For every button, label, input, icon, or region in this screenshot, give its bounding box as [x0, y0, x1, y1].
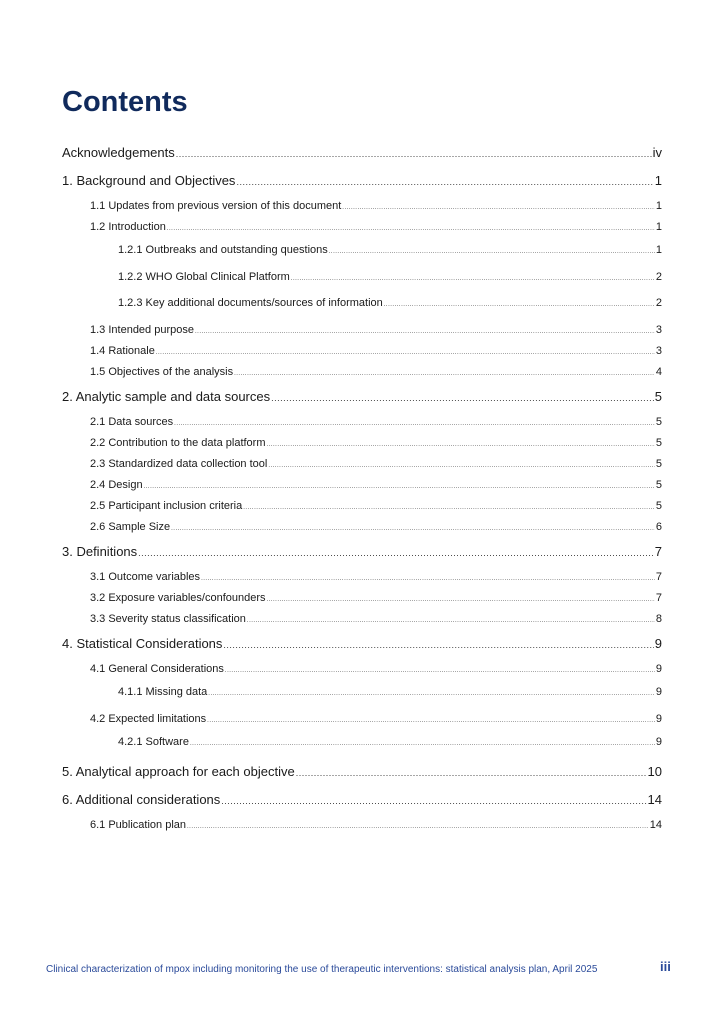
toc-page-number: 7 — [655, 571, 662, 583]
toc-entry-1-2-1[interactable] — [118, 245, 662, 256]
toc-entry-6-1[interactable] — [90, 820, 662, 831]
toc-entry-1-4[interactable] — [90, 346, 662, 357]
toc-leader — [267, 442, 655, 448]
toc-entry-2-3[interactable] — [90, 459, 662, 470]
toc-leader — [342, 205, 655, 211]
toc-leader — [144, 484, 655, 490]
toc-page-number: 1 — [655, 221, 662, 233]
toc-page-number: 1 — [654, 173, 662, 188]
toc-leader — [243, 505, 655, 511]
toc-label: 4.1 General Considerations — [90, 663, 224, 675]
toc-page-number: 5 — [655, 437, 662, 449]
toc-label: 1.2 Introduction — [90, 221, 166, 233]
toc-entry-2-2[interactable] — [90, 438, 662, 449]
toc-leader — [190, 741, 655, 747]
toc-entry-3-2[interactable] — [90, 593, 662, 604]
toc-leader — [329, 249, 655, 255]
toc-leader — [384, 302, 655, 308]
toc-label: 3.2 Exposure variables/confounders — [90, 592, 266, 604]
toc-page-number: 9 — [655, 663, 662, 675]
toc-label: 6. Additional considerations — [62, 792, 221, 807]
toc-label: 2.1 Data sources — [90, 416, 174, 428]
toc-label: 1.2.1 Outbreaks and outstanding questions — [118, 244, 328, 256]
toc-entry-4-2[interactable] — [90, 714, 662, 725]
toc-label: 3.1 Outcome variables — [90, 571, 201, 583]
toc-entry-1-3[interactable] — [90, 325, 662, 336]
toc-label: 4. Statistical Considerations — [62, 636, 223, 651]
toc-page-number: 9 — [655, 736, 662, 748]
toc-entry-1[interactable] — [62, 174, 662, 187]
toc-label: 2.3 Standardized data collection tool — [90, 458, 268, 470]
toc-label: 2.2 Contribution to the data platform — [90, 437, 266, 449]
toc-entry-1-2[interactable] — [90, 222, 662, 233]
toc-entry-4-1[interactable] — [90, 664, 662, 675]
toc-leader — [171, 526, 655, 532]
toc-entry-4-2-1[interactable] — [118, 737, 662, 748]
toc-leader — [201, 576, 655, 582]
toc-leader — [236, 178, 653, 187]
toc-label: 3. Definitions — [62, 544, 138, 559]
toc-entry-1-2-3[interactable] — [118, 298, 662, 309]
toc-leader — [221, 797, 646, 806]
toc-page-number: 5 — [655, 458, 662, 470]
toc-page-number: 4 — [655, 366, 662, 378]
toc-entry-2-1[interactable] — [90, 417, 662, 428]
toc-page-number: 9 — [655, 713, 662, 725]
toc-page-number: 3 — [655, 345, 662, 357]
toc-page-number: 5 — [655, 479, 662, 491]
toc-leader — [156, 350, 655, 356]
toc-label: 2.4 Design — [90, 479, 143, 491]
toc-page-number: 5 — [655, 416, 662, 428]
toc-label: 1.4 Rationale — [90, 345, 155, 357]
toc-leader — [296, 769, 647, 778]
toc-page-number: 6 — [655, 521, 662, 533]
toc-page-number: 3 — [655, 324, 662, 336]
toc-entry-5[interactable] — [62, 765, 662, 778]
toc-page-number: 14 — [649, 819, 662, 831]
toc-page-number: 9 — [655, 686, 662, 698]
toc-leader — [267, 597, 655, 603]
toc-label: 2.6 Sample Size — [90, 521, 171, 533]
page-title: Contents — [62, 86, 188, 118]
toc-leader — [167, 226, 655, 232]
toc-leader — [187, 824, 649, 830]
toc-page-number: 5 — [655, 500, 662, 512]
toc-leader — [138, 549, 654, 558]
toc-label: 6.1 Publication plan — [90, 819, 187, 831]
toc-page-number: 1 — [655, 244, 662, 256]
toc-label: 1.3 Intended purpose — [90, 324, 194, 336]
toc-entry-6[interactable] — [62, 793, 662, 806]
toc-entry-4[interactable] — [62, 637, 662, 650]
toc-page-number: 10 — [647, 764, 662, 779]
toc-leader — [225, 668, 655, 674]
toc-leader — [268, 463, 655, 469]
toc-label: 3.3 Severity status classification — [90, 613, 246, 625]
toc-leader — [223, 641, 653, 650]
toc-entry-2-5[interactable] — [90, 501, 662, 512]
footer-page-number: iii — [660, 959, 671, 974]
toc-leader — [174, 421, 655, 427]
toc-label: 1. Background and Objectives — [62, 173, 236, 188]
toc-leader — [208, 691, 655, 697]
toc-page-number: 1 — [655, 200, 662, 212]
toc-page-number: 14 — [647, 792, 662, 807]
toc-leader — [234, 371, 655, 377]
toc-entry-2[interactable] — [62, 390, 662, 403]
toc-label: 1.5 Objectives of the analysis — [90, 366, 234, 378]
toc-entry-3-1[interactable] — [90, 572, 662, 583]
toc-page-number: 5 — [654, 389, 662, 404]
toc-label: 4.2.1 Software — [118, 736, 189, 748]
toc-entry-1-5[interactable] — [90, 367, 662, 378]
toc-entry-4-1-1[interactable] — [118, 687, 662, 698]
toc-label: 4.2 Expected limitations — [90, 713, 207, 725]
toc-entry-3-3[interactable] — [90, 614, 662, 625]
toc-leader — [176, 150, 652, 159]
toc-label: Acknowledgements — [62, 145, 175, 160]
toc-leader — [207, 718, 655, 724]
toc-label: 2.5 Participant inclusion criteria — [90, 500, 243, 512]
toc-page-number: 8 — [655, 613, 662, 625]
toc-label: 1.2.3 Key additional documents/sources of information — [118, 297, 383, 309]
toc-label: 2. Analytic sample and data sources — [62, 389, 271, 404]
toc-label: 1.1 Updates from previous version of this document — [90, 200, 342, 212]
toc-page-number: 2 — [655, 297, 662, 309]
toc-label: 5. Analytical approach for each objective — [62, 764, 295, 779]
toc-label: 1.2.2 WHO Global Clinical Platform — [118, 271, 290, 283]
toc-page-number: iv — [652, 145, 662, 160]
toc-entry-3[interactable] — [62, 545, 662, 558]
toc-entry-2-4[interactable] — [90, 480, 662, 491]
footer-text: Clinical characterization of mpox including monitoring the use of therapeutic interventions: statistical analysis plan, April 2025 — [46, 964, 598, 975]
toc-label: 4.1.1 Missing data — [118, 686, 208, 698]
toc-entry-1-1[interactable] — [90, 201, 662, 212]
toc-page-number: 9 — [654, 636, 662, 651]
toc-leader — [195, 329, 655, 335]
toc-entry-2-6[interactable] — [90, 522, 662, 533]
toc-leader — [271, 394, 654, 403]
toc-page-number: 2 — [655, 271, 662, 283]
toc-page-number: 7 — [655, 592, 662, 604]
toc-leader — [247, 618, 655, 624]
toc-page-number: 7 — [654, 544, 662, 559]
toc-leader — [291, 276, 655, 282]
toc-entry-acknowledgements[interactable] — [62, 146, 662, 159]
toc-entry-1-2-2[interactable] — [118, 272, 662, 283]
